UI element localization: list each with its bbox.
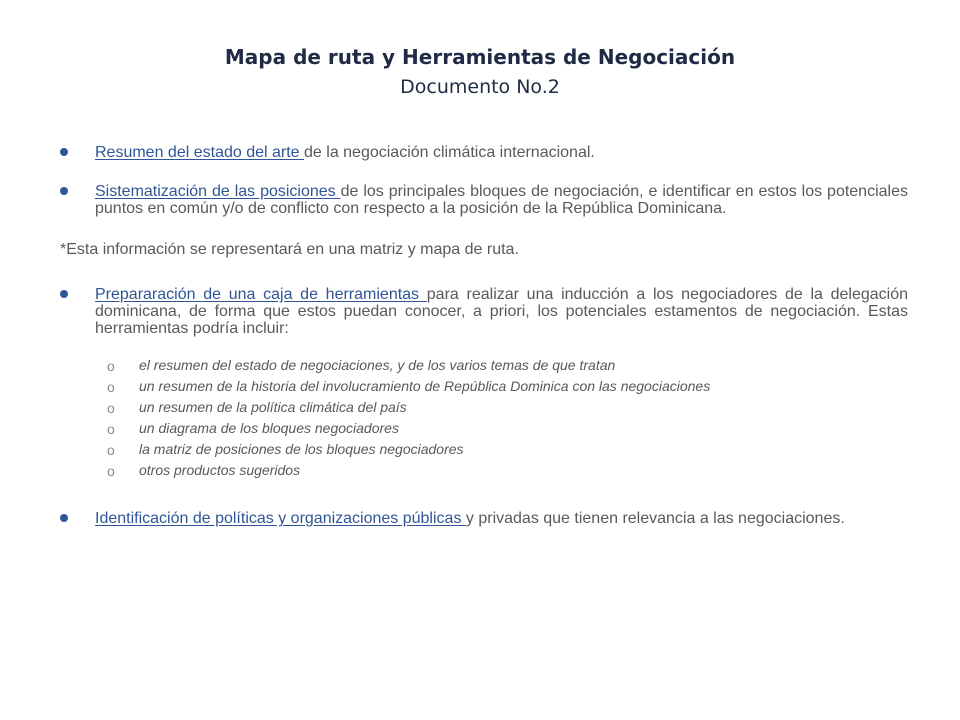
sublist-item: o otros productos sugeridos [107,460,908,481]
bullet-1-text: de la negociación climática internacional. [304,144,595,161]
circle-bullet-icon: o [107,463,115,479]
bullet-dot-icon [60,148,68,156]
bullet-4-link[interactable]: Identificación de políticas y organizaciones públicas [95,510,466,527]
bullet-3-link[interactable]: Prepararación de una caja de herramientas [95,286,427,303]
content-area [60,140,908,527]
sublist-item: o un resumen de la política climática del país [107,397,908,418]
sublist-item: o un diagrama de los bloques negociadores [107,418,908,439]
title-block [0,42,960,102]
note-text: *Esta información se representará en una matriz y mapa de ruta. [60,241,519,258]
bullet-item-3 [60,286,908,337]
bullet-dot-icon [60,514,68,522]
circle-bullet-icon: o [107,400,115,416]
bullet-item-1 [60,144,908,161]
bullet-dot-icon [60,187,68,195]
sublist-item: o un resumen de la historia del involucramiento de República Dominica con las negociaciones [107,376,908,397]
bullet-item-4 [60,510,908,527]
tools-sublist [60,355,908,481]
circle-bullet-icon: o [107,421,115,437]
sublist-item: o el resumen del estado de negociaciones, y de los varios temas de que tratan [107,355,908,376]
bullet-3-text: para realizar una inducción a los negociadores de la delegación dominicana, de forma que estos puedan conocer, a priori, los potenciales estamentos de negociación. Estas herramientas podría incluir: [95,286,909,337]
bullet-2-text: de los principales bloques de negociación, e identificar en estos los potenciales puntos en común y/o de conflicto con respecto a la posición de la República Dominicana. [95,183,908,217]
bullet-2-link[interactable]: Sistematización de las posiciones [95,183,341,200]
bullet-1-link[interactable]: Resumen del estado del arte [95,144,305,161]
slide-title: Mapa de ruta y Herramientas de Negociación [224,45,736,69]
circle-bullet-icon: o [107,358,115,374]
slide-subtitle: Documento No.2 [400,76,560,98]
circle-bullet-icon: o [107,379,115,395]
bullet-dot-icon [60,290,68,298]
bullet-item-2 [60,183,908,217]
sublist-item: o la matriz de posiciones de los bloques negociadores [107,439,908,460]
bullet-4-text: y privadas que tienen relevancia a las negociaciones. [465,510,845,527]
circle-bullet-icon: o [107,442,115,458]
